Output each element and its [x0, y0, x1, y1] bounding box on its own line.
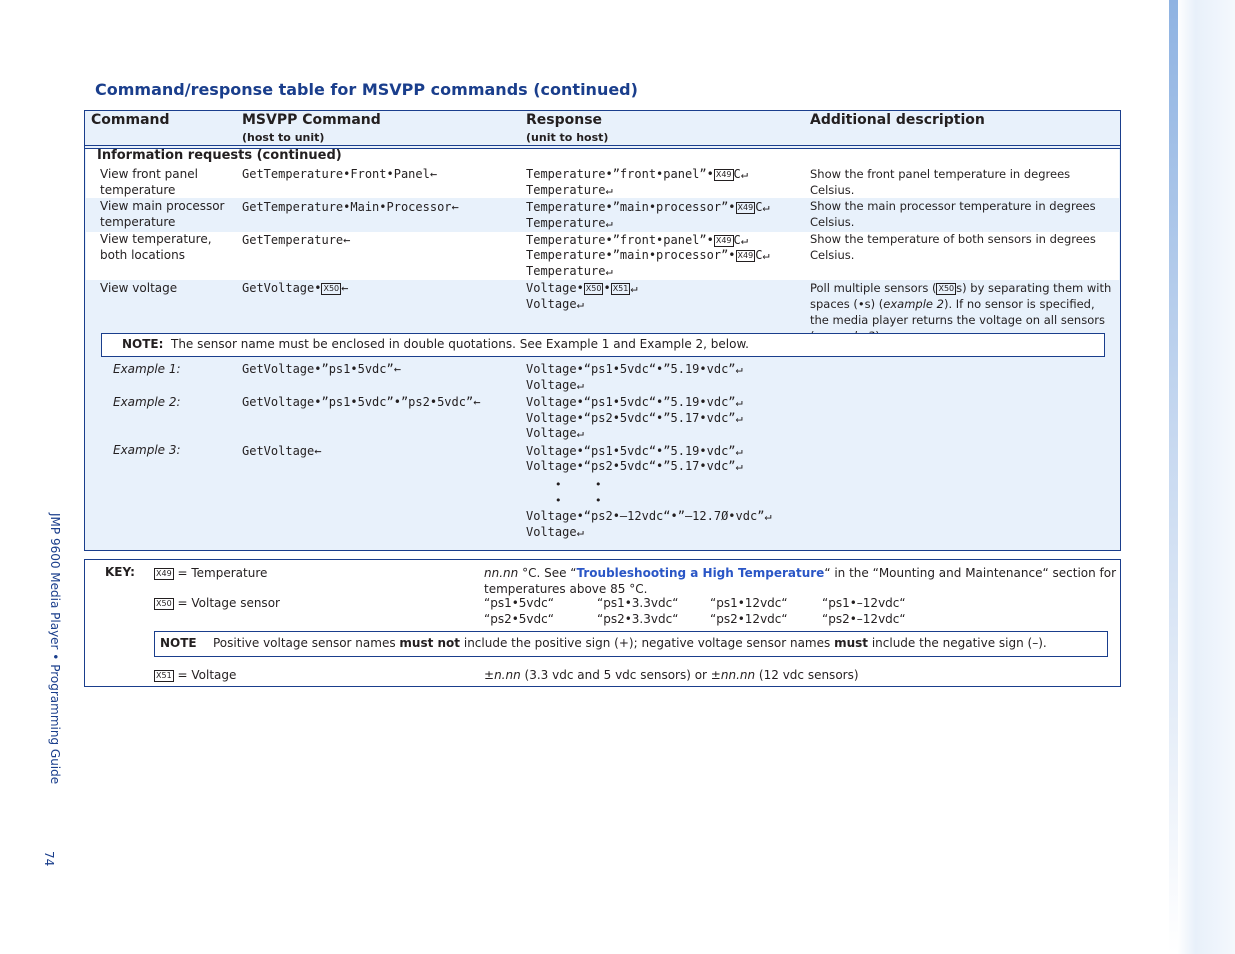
key-label: KEY:	[105, 565, 135, 579]
enter-icon: ↵	[735, 395, 743, 409]
variable-x49-icon: X49	[715, 236, 732, 245]
response-line: Temperature•”front•panel”• X49 C↵	[526, 233, 748, 247]
escape-icon: ←	[473, 395, 481, 409]
enter-icon: ↵	[735, 444, 743, 458]
row-label: View main processor temperature	[100, 199, 225, 229]
example-response: Voltage•“ps2•5vdc“•”5.17•vdc”↵	[526, 411, 743, 425]
key-note-text: Positive voltage sensor names must not include the positive sign (+); negative voltage sensor names must include the negative sign (–).	[213, 636, 1047, 650]
variable-x50-icon: X50	[156, 599, 172, 608]
response-line: Voltage• X50 • X51 ↵	[526, 281, 638, 295]
escape-icon: ←	[429, 167, 438, 181]
enter-icon: ↵	[740, 233, 748, 247]
escape-icon: ←	[393, 362, 401, 376]
variable-x49-icon: X49	[715, 170, 732, 179]
response-line: Voltage↵	[526, 297, 584, 311]
header-msvpp-sub: (host to unit)	[242, 131, 325, 144]
example-response: Voltage•“ps1•5vdc“•”5.19•vdc”↵	[526, 444, 743, 458]
response-line: Temperature↵	[526, 264, 613, 278]
troubleshooting-link[interactable]: Troubleshooting a High Temperature	[576, 566, 825, 580]
enter-icon: ↵	[735, 459, 743, 473]
header-msvpp: MSVPP Command	[242, 112, 381, 128]
side-label-text: JMP 9600 Media Player • Programming Guide	[48, 513, 62, 785]
note-box	[101, 333, 1105, 357]
row-label: View voltage	[100, 281, 178, 295]
variable-x51-icon: X51	[156, 671, 172, 680]
page-title: Command/response table for MSVPP commands (continued)	[95, 80, 638, 99]
row-label: View front panel temperature	[100, 167, 198, 197]
key-box	[84, 559, 1121, 687]
example-command: GetVoltage•”ps1•5vdc”•”ps2•5vdc”←	[242, 395, 481, 409]
response-line: Temperature•”front•panel”• X49 C↵	[526, 167, 748, 181]
example-command: GetVoltage←	[242, 444, 322, 458]
variable-x50-icon: X50	[323, 284, 340, 293]
variable-x49-icon: X49	[737, 251, 754, 260]
response-line: Temperature•”main•processor”• X49 C↵	[526, 200, 770, 214]
sensor-name: “ps2•–12vdc“	[822, 612, 906, 626]
enter-icon: ↵	[762, 248, 770, 262]
example-response: Voltage•“ps2•–12vdc“•”–12.7Ø•vdc”↵	[526, 509, 772, 523]
side-running-footer	[42, 513, 62, 873]
example-label: Example 1:	[113, 362, 181, 376]
enter-icon: ↵	[605, 264, 613, 278]
sensor-name: “ps2•3.3vdc“	[597, 612, 679, 626]
row-description: Show the front panel temperature in degrees Celsius.	[810, 167, 1071, 197]
response-line: Temperature•”main•processor”• X49 C↵	[526, 248, 770, 262]
enter-icon: ↵	[630, 281, 638, 295]
sensor-name: “ps1•12vdc“	[710, 596, 788, 610]
variable-x51-icon: X51	[612, 284, 629, 293]
escape-icon: ←	[343, 233, 351, 247]
response-line: Temperature↵	[526, 216, 613, 230]
sensor-name: “ps2•5vdc“	[484, 612, 554, 626]
response-line: Temperature↵	[526, 183, 613, 197]
command-table	[84, 110, 1121, 551]
msvpp-command: GetTemperature←	[242, 233, 351, 247]
ellipsis-dot: •	[595, 494, 602, 507]
page-edge-decoration	[1169, 0, 1235, 954]
enter-icon: ↵	[735, 411, 743, 425]
key-temperature-desc: nn.nn °C. See “Troubleshooting a High Temperature“ in the “Mounting and Maintenance“ section for	[484, 566, 1117, 580]
key-voltage-sensor: X50 = Voltage sensor	[156, 596, 280, 610]
msvpp-command: GetTemperature•Front•Panel←	[242, 167, 438, 181]
key-voltage-desc: ±n.nn (3.3 vdc and 5 vdc sensors) or ±nn.nn (12 vdc sensors)	[484, 668, 859, 682]
row-label: View temperature, both locations	[100, 232, 212, 262]
row-description: Show the temperature of both sensors in degrees Celsius.	[810, 232, 1096, 262]
header-response-sub: (unit to host)	[526, 131, 609, 144]
key-temperature-desc-2: temperatures above 85 °C.	[484, 582, 648, 596]
page-number: 74	[42, 851, 56, 867]
example-response: Voltage•“ps1•5vdc“•”5.19•vdc”↵	[526, 362, 743, 376]
msvpp-command: GetTemperature•Main•Processor←	[242, 200, 459, 214]
example-response: Voltage•“ps2•5vdc“•”5.17•vdc”↵	[526, 459, 743, 473]
sensor-name: “ps1•–12vdc“	[822, 596, 906, 610]
variable-x49-icon: X49	[156, 569, 172, 578]
escape-icon: ←	[314, 444, 322, 458]
enter-icon: ↵	[735, 362, 743, 376]
example-label: Example 3:	[113, 443, 181, 457]
example-response: Voltage•“ps1•5vdc“•”5.19•vdc”↵	[526, 395, 743, 409]
enter-icon: ↵	[576, 525, 584, 539]
example-response: Voltage↵	[526, 525, 584, 539]
ellipsis-dot: •	[555, 478, 562, 491]
header-description: Additional description	[810, 112, 985, 128]
enter-icon: ↵	[740, 167, 748, 181]
enter-icon: ↵	[576, 426, 584, 440]
example-command: GetVoltage•”ps1•5vdc”←	[242, 362, 401, 376]
ellipsis-dot: •	[595, 478, 602, 491]
enter-icon: ↵	[762, 200, 770, 214]
sensor-name: “ps2•12vdc“	[710, 612, 788, 626]
key-note-box	[154, 631, 1108, 657]
ellipsis-dot: •	[555, 494, 562, 507]
sensor-name: “ps1•3.3vdc“	[597, 596, 679, 610]
note-text: The sensor name must be enclosed in double quotations. See Example 1 and Example 2, below.	[171, 337, 749, 351]
table-header	[85, 111, 1120, 146]
section-heading: Information requests (continued)	[97, 148, 342, 163]
row-description: Poll multiple sensors ( X50 s) by separating them with spaces (•s) (example 2). If no sensor is specified, the media player returns the voltage on all sensors	[810, 281, 1112, 327]
enter-icon: ↵	[764, 509, 772, 523]
example-label: Example 2:	[113, 395, 181, 409]
enter-icon: ↵	[605, 216, 613, 230]
header-response: Response	[526, 112, 603, 128]
variable-x49-icon: X49	[737, 203, 754, 212]
variable-x50-icon: X50	[585, 284, 602, 293]
header-command: Command	[91, 112, 170, 128]
key-temperature: X49 = Temperature	[156, 566, 268, 580]
row-description: Show the main processor temperature in degrees Celsius.	[810, 199, 1096, 229]
key-note-label: NOTE	[160, 636, 197, 650]
variable-x50-icon: X50	[938, 284, 955, 293]
sensor-name: “ps1•5vdc“	[484, 596, 554, 610]
enter-icon: ↵	[605, 183, 613, 197]
msvpp-command: GetVoltage• X50 ←	[242, 281, 349, 295]
enter-icon: ↵	[576, 378, 584, 392]
example-response: Voltage↵	[526, 378, 584, 392]
key-voltage: X51 = Voltage	[156, 668, 237, 682]
enter-icon: ↵	[576, 297, 584, 311]
escape-icon: ←	[341, 281, 349, 295]
escape-icon: ←	[451, 200, 459, 214]
note-label: NOTE:	[122, 337, 164, 351]
example-response: Voltage↵	[526, 426, 584, 440]
